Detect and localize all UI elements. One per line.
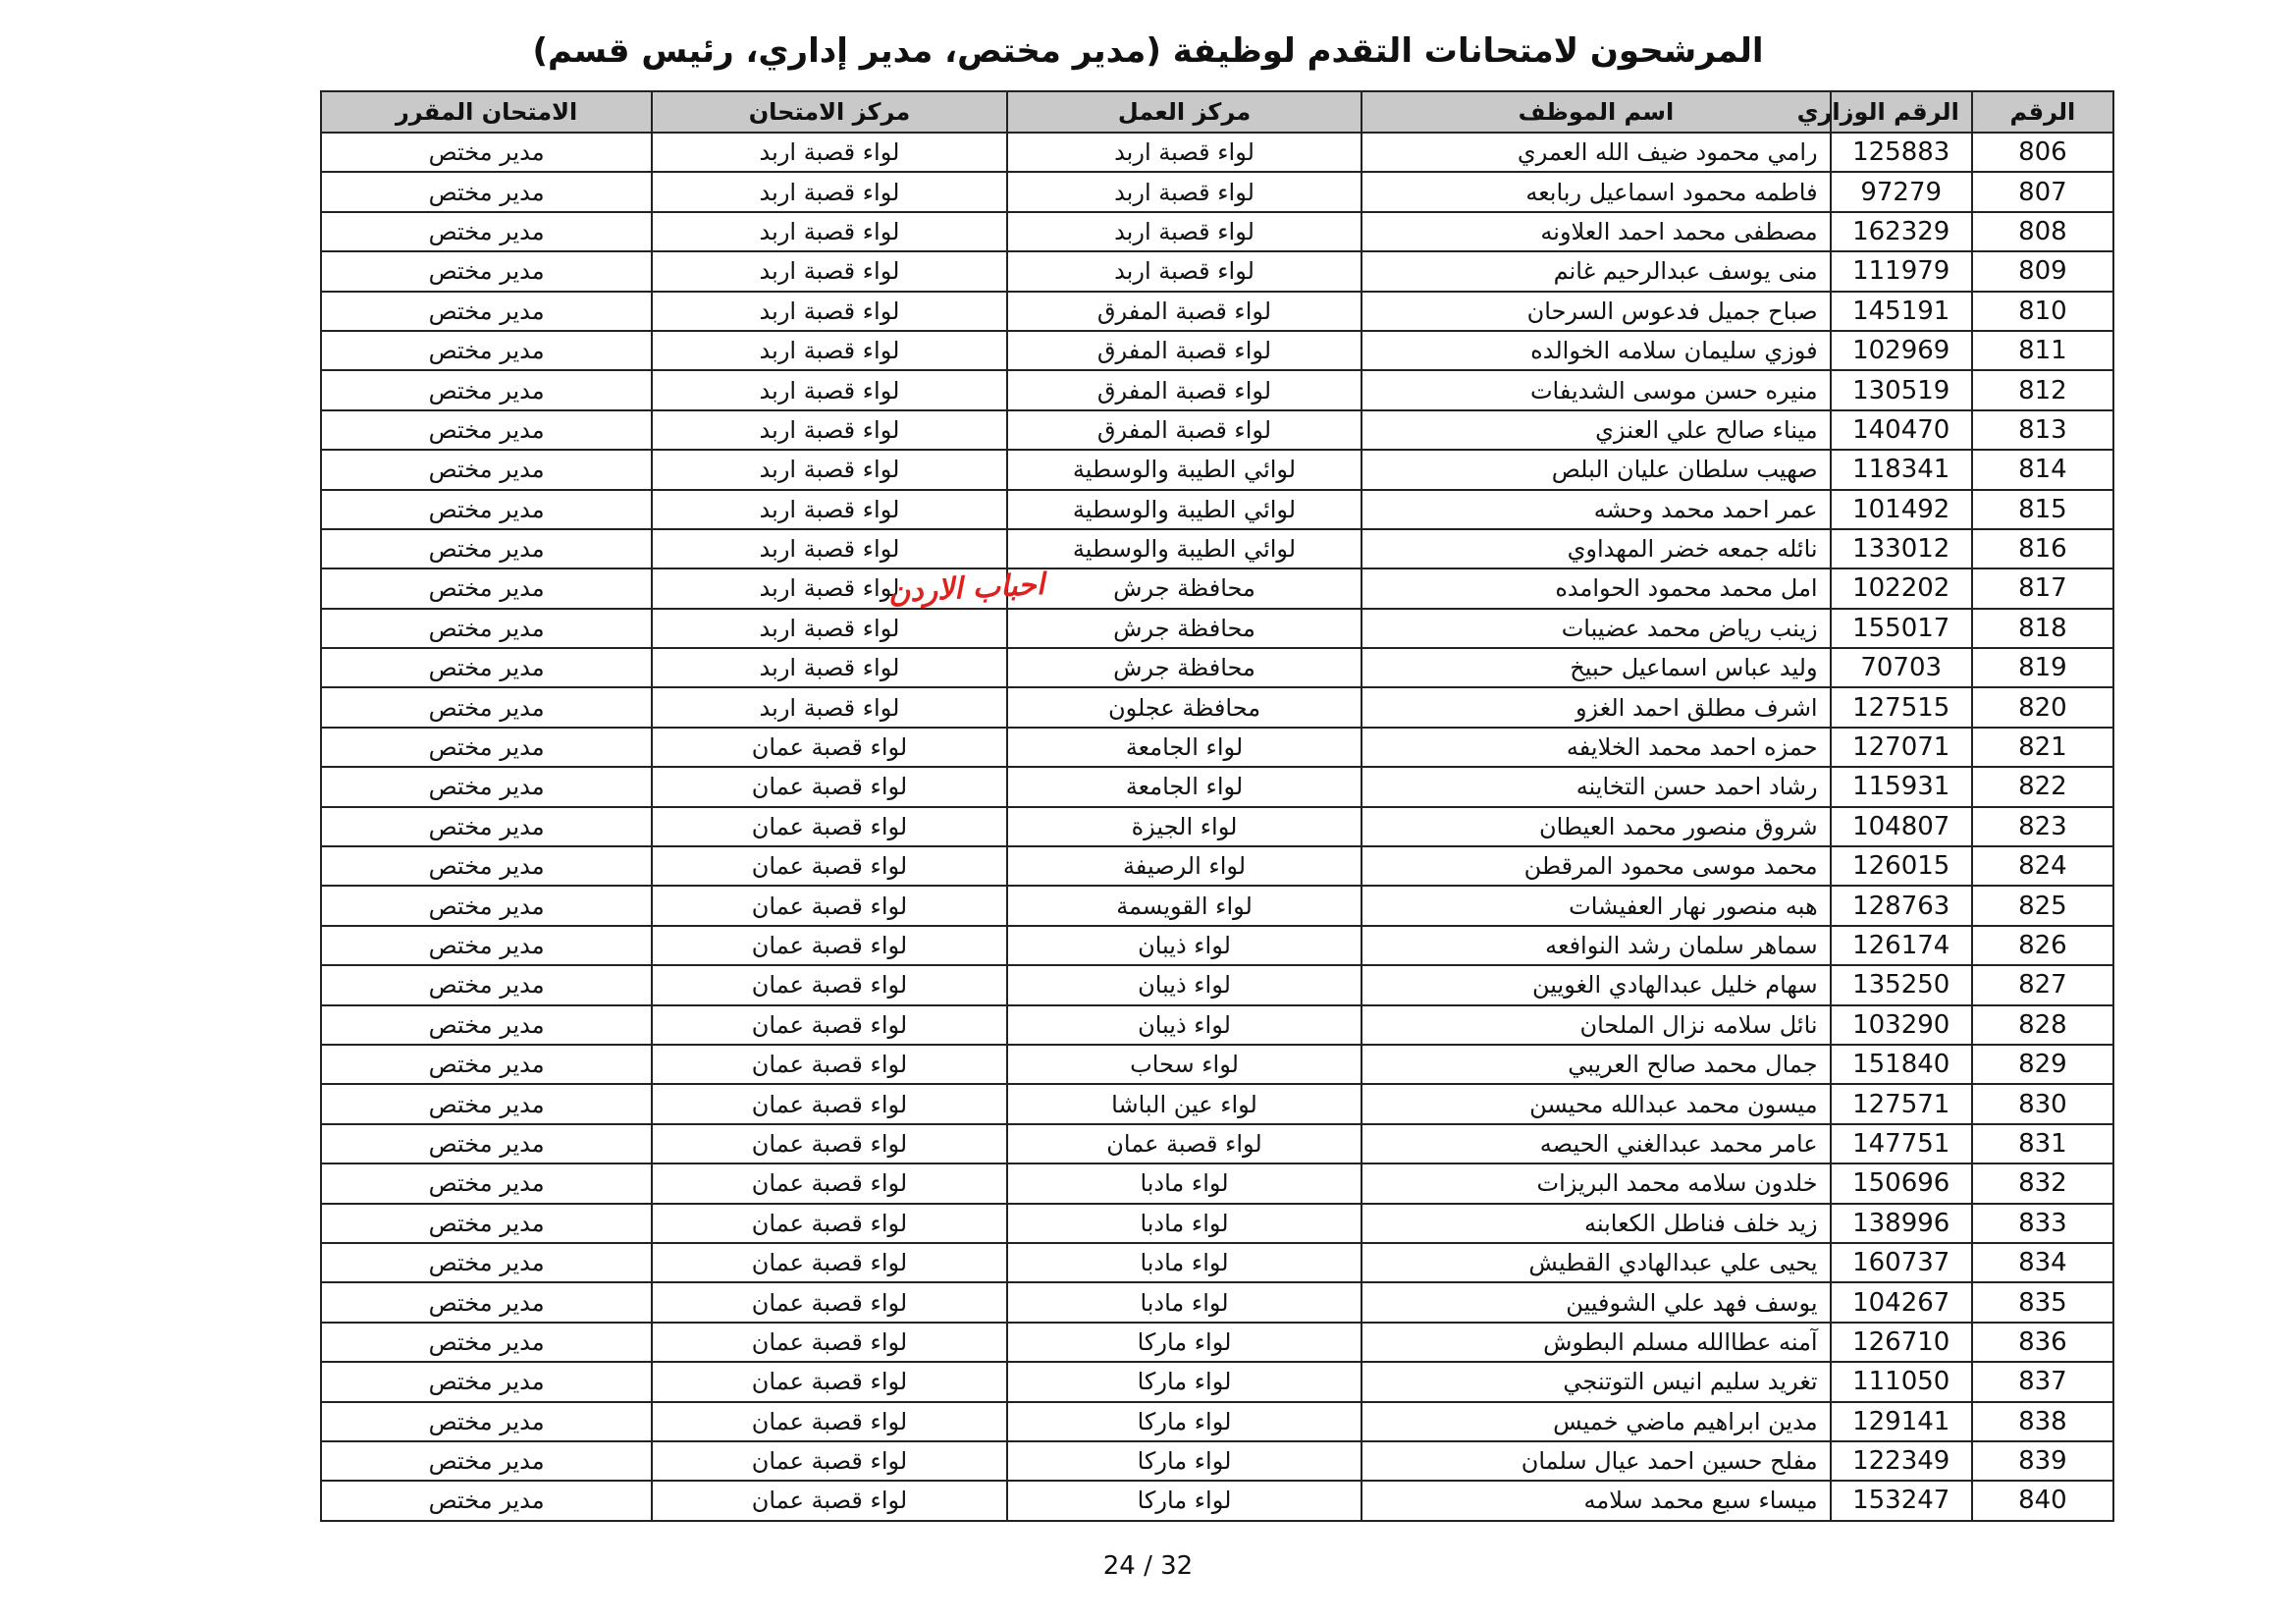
exam-type-cell: مدير مختص xyxy=(321,728,652,767)
row-number-cell: 832 xyxy=(1972,1163,2113,1203)
work-center-cell: لواء قصبة اربد xyxy=(1007,212,1362,251)
work-center-cell: لواء قصبة عمان xyxy=(1007,1124,1362,1163)
exam-type-cell: مدير مختص xyxy=(321,886,652,925)
row-number-cell: 806 xyxy=(1972,133,2113,172)
work-center-cell: لواء عين الباشا xyxy=(1007,1084,1362,1123)
work-center-cell: لواء قصبة المفرق xyxy=(1007,410,1362,450)
exam-type-cell: مدير مختص xyxy=(321,926,652,965)
row-number-cell: 809 xyxy=(1972,251,2113,291)
ministry-id-cell: 103290 xyxy=(1831,1005,1972,1045)
exam-center-cell: لواء قصبة عمان xyxy=(652,1323,1007,1362)
exam-center-cell: لواء قصبة عمان xyxy=(652,1362,1007,1401)
table-row xyxy=(321,807,2113,846)
work-center-cell: لواء مادبا xyxy=(1007,1243,1362,1282)
employee-name-cell: خلدون سلامه محمد البريزات xyxy=(1362,1163,1830,1203)
exam-center-cell: لواء قصبة عمان xyxy=(652,1441,1007,1481)
table-row xyxy=(321,1481,2113,1520)
row-number-cell: 808 xyxy=(1972,212,2113,251)
exam-center-cell: لواء قصبة عمان xyxy=(652,767,1007,806)
exam-type-cell: مدير مختص xyxy=(321,251,652,291)
employee-name-cell: هبه منصور نهار العفيشات xyxy=(1362,886,1830,925)
exam-type-cell: مدير مختص xyxy=(321,1362,652,1401)
ministry-id-cell: 102969 xyxy=(1831,331,1972,370)
row-number-cell: 827 xyxy=(1972,965,2113,1004)
candidates-table xyxy=(320,90,2114,1522)
work-center-cell: لوائي الطيبة والوسطية xyxy=(1007,529,1362,568)
exam-type-cell: مدير مختص xyxy=(321,490,652,529)
table-row xyxy=(321,410,2113,450)
employee-name-cell: سهام خليل عبدالهادي الغويين xyxy=(1362,965,1830,1004)
exam-type-cell: مدير مختص xyxy=(321,846,652,886)
exam-type-cell: مدير مختص xyxy=(321,687,652,727)
ministry-id-cell: 128763 xyxy=(1831,886,1972,925)
row-number-cell: 814 xyxy=(1972,450,2113,489)
work-center-cell: محافظة عجلون xyxy=(1007,687,1362,727)
work-center-cell: لواء الرصيفة xyxy=(1007,846,1362,886)
ministry-id-cell: 115931 xyxy=(1831,767,1972,806)
row-number-cell: 833 xyxy=(1972,1204,2113,1243)
work-center-cell: محافظة جرش xyxy=(1007,648,1362,687)
exam-type-cell: مدير مختص xyxy=(321,965,652,1004)
ministry-id-cell: 104267 xyxy=(1831,1282,1972,1322)
table-row xyxy=(321,172,2113,211)
row-number-cell: 834 xyxy=(1972,1243,2113,1282)
employee-name-cell: صباح جميل فدعوس السرحان xyxy=(1362,292,1830,331)
table-row xyxy=(321,292,2113,331)
ministry-id-cell: 130519 xyxy=(1831,370,1972,409)
work-center-cell: لواء قصبة المفرق xyxy=(1007,331,1362,370)
work-center-cell: لواء سحاب xyxy=(1007,1045,1362,1084)
watermark-text: احباب الاردن xyxy=(887,567,1045,611)
ministry-id-cell: 126174 xyxy=(1831,926,1972,965)
employee-name-cell: شروق منصور محمد العيطان xyxy=(1362,807,1830,846)
employee-name-cell: سماهر سلمان رشد النوافعه xyxy=(1362,926,1830,965)
exam-type-cell: مدير مختص xyxy=(321,1124,652,1163)
table-row xyxy=(321,212,2113,251)
employee-name-cell: مدين ابراهيم ماضي خميس xyxy=(1362,1402,1830,1441)
employee-name-cell: حمزه احمد محمد الخلايفه xyxy=(1362,728,1830,767)
work-center-cell: لواء قصبة اربد xyxy=(1007,133,1362,172)
row-number-cell: 815 xyxy=(1972,490,2113,529)
table-row xyxy=(321,926,2113,965)
exam-center-cell: لواء قصبة اربد xyxy=(652,133,1007,172)
row-number-cell: 824 xyxy=(1972,846,2113,886)
table-header-row xyxy=(321,91,2113,133)
ministry-id-cell: 129141 xyxy=(1831,1402,1972,1441)
exam-type-cell: مدير مختص xyxy=(321,648,652,687)
row-number-cell: 810 xyxy=(1972,292,2113,331)
work-center-cell: لواء ماركا xyxy=(1007,1481,1362,1520)
work-center-cell: لواء قصبة المفرق xyxy=(1007,292,1362,331)
work-center-cell: لواء الجامعة xyxy=(1007,728,1362,767)
table-row xyxy=(321,1204,2113,1243)
ministry-id-cell: 122349 xyxy=(1831,1441,1972,1481)
work-center-cell: لواء ماركا xyxy=(1007,1323,1362,1362)
work-center-cell: لواء مادبا xyxy=(1007,1282,1362,1322)
ministry-id-cell: 153247 xyxy=(1831,1481,1972,1520)
row-number-cell: 818 xyxy=(1972,609,2113,648)
row-number-cell: 822 xyxy=(1972,767,2113,806)
exam-center-cell: لواء قصبة عمان xyxy=(652,926,1007,965)
exam-center-cell: لواء قصبة عمان xyxy=(652,807,1007,846)
employee-name-cell: فاطمه محمود اسماعيل ربابعه xyxy=(1362,172,1830,211)
exam-center-cell: لواء قصبة عمان xyxy=(652,886,1007,925)
table-row xyxy=(321,490,2113,529)
exam-type-cell: مدير مختص xyxy=(321,410,652,450)
exam-type-cell: مدير مختص xyxy=(321,1323,652,1362)
header-exam-type: الامتحان المقرر xyxy=(321,91,652,133)
ministry-id-cell: 126710 xyxy=(1831,1323,1972,1362)
exam-center-cell: لواء قصبة اربد xyxy=(652,687,1007,727)
exam-type-cell: مدير مختص xyxy=(321,1204,652,1243)
work-center-cell: لواء قصبة اربد xyxy=(1007,172,1362,211)
exam-type-cell: مدير مختص xyxy=(321,1084,652,1123)
row-number-cell: 837 xyxy=(1972,1362,2113,1401)
table-row xyxy=(321,1124,2113,1163)
ministry-id-cell: 118341 xyxy=(1831,450,1972,489)
table-row xyxy=(321,767,2113,806)
table-row xyxy=(321,1402,2113,1441)
table-row xyxy=(321,1163,2113,1203)
employee-name-cell: نائل سلامه نزال الملحان xyxy=(1362,1005,1830,1045)
exam-type-cell: مدير مختص xyxy=(321,1481,652,1520)
employee-name-cell: منى يوسف عبدالرحيم غانم xyxy=(1362,251,1830,291)
ministry-id-cell: 151840 xyxy=(1831,1045,1972,1084)
table-row xyxy=(321,728,2113,767)
exam-center-cell: لواء قصبة اربد xyxy=(652,450,1007,489)
row-number-cell: 813 xyxy=(1972,410,2113,450)
exam-type-cell: مدير مختص xyxy=(321,370,652,409)
table-row xyxy=(321,370,2113,409)
exam-center-cell: لواء قصبة عمان xyxy=(652,728,1007,767)
employee-name-cell: محمد موسى محمود المرقطن xyxy=(1362,846,1830,886)
row-number-cell: 811 xyxy=(1972,331,2113,370)
row-number-cell: 825 xyxy=(1972,886,2113,925)
exam-center-cell: لواء قصبة عمان xyxy=(652,1163,1007,1203)
exam-type-cell: مدير مختص xyxy=(321,1441,652,1481)
row-number-cell: 826 xyxy=(1972,926,2113,965)
exam-center-cell: لواء قصبة اربد xyxy=(652,212,1007,251)
ministry-id-cell: 125883 xyxy=(1831,133,1972,172)
ministry-id-cell: 70703 xyxy=(1831,648,1972,687)
ministry-id-cell: 97279 xyxy=(1831,172,1972,211)
exam-center-cell: لواء قصبة اربد xyxy=(652,251,1007,291)
table-row xyxy=(321,1323,2113,1362)
work-center-cell: لواء ماركا xyxy=(1007,1362,1362,1401)
ministry-id-cell: 135250 xyxy=(1831,965,1972,1004)
exam-center-cell: لواء قصبة عمان xyxy=(652,1402,1007,1441)
row-number-cell: 817 xyxy=(1972,568,2113,608)
work-center-cell: لواء القويسمة xyxy=(1007,886,1362,925)
candidates-table-container xyxy=(320,90,2114,1522)
row-number-cell: 836 xyxy=(1972,1323,2113,1362)
row-number-cell: 821 xyxy=(1972,728,2113,767)
table-row xyxy=(321,1084,2113,1123)
exam-type-cell: مدير مختص xyxy=(321,292,652,331)
row-number-cell: 807 xyxy=(1972,172,2113,211)
table-row xyxy=(321,1005,2113,1045)
employee-name-cell: مصطفى محمد احمد العلاونه xyxy=(1362,212,1830,251)
work-center-cell: لواء ماركا xyxy=(1007,1402,1362,1441)
exam-type-cell: مدير مختص xyxy=(321,529,652,568)
work-center-cell: لواء قصبة المفرق xyxy=(1007,370,1362,409)
table-row xyxy=(321,1441,2113,1481)
work-center-cell: محافظة جرش xyxy=(1007,609,1362,648)
row-number-cell: 838 xyxy=(1972,1402,2113,1441)
work-center-cell: لواء ذيبان xyxy=(1007,965,1362,1004)
exam-center-cell: لواء قصبة عمان xyxy=(652,1124,1007,1163)
header-exam-center: مركز الامتحان xyxy=(652,91,1007,133)
employee-name-cell: منيره حسن موسى الشديفات xyxy=(1362,370,1830,409)
ministry-id-cell: 160737 xyxy=(1831,1243,1972,1282)
employee-name-cell: رامي محمود ضيف الله العمري xyxy=(1362,133,1830,172)
exam-center-cell: لواء قصبة عمان xyxy=(652,965,1007,1004)
ministry-id-cell: 111050 xyxy=(1831,1362,1972,1401)
exam-center-cell: لواء قصبة اربد xyxy=(652,410,1007,450)
row-number-cell: 840 xyxy=(1972,1481,2113,1520)
table-row xyxy=(321,609,2113,648)
table-row xyxy=(321,450,2113,489)
ministry-id-cell: 140470 xyxy=(1831,410,1972,450)
exam-center-cell: لواء قصبة اربد xyxy=(652,609,1007,648)
exam-center-cell: لواء قصبة اربد xyxy=(652,292,1007,331)
row-number-cell: 835 xyxy=(1972,1282,2113,1322)
employee-name-cell: آمنه عطاالله مسلم البطوش xyxy=(1362,1323,1830,1362)
table-row xyxy=(321,1282,2113,1322)
ministry-id-cell: 101492 xyxy=(1831,490,1972,529)
row-number-cell: 839 xyxy=(1972,1441,2113,1481)
exam-center-cell: لواء قصبة عمان xyxy=(652,846,1007,886)
exam-center-cell: لواء قصبة عمان xyxy=(652,1243,1007,1282)
row-number-cell: 819 xyxy=(1972,648,2113,687)
exam-center-cell: لواء قصبة عمان xyxy=(652,1084,1007,1123)
row-number-cell: 829 xyxy=(1972,1045,2113,1084)
work-center-cell: لواء ذيبان xyxy=(1007,926,1362,965)
ministry-id-cell: 150696 xyxy=(1831,1163,1972,1203)
exam-type-cell: مدير مختص xyxy=(321,1045,652,1084)
ministry-id-cell: 145191 xyxy=(1831,292,1972,331)
ministry-id-cell: 126015 xyxy=(1831,846,1972,886)
table-row xyxy=(321,133,2113,172)
exam-type-cell: مدير مختص xyxy=(321,450,652,489)
table-row xyxy=(321,251,2113,291)
employee-name-cell: ميناء صالح علي العنزي xyxy=(1362,410,1830,450)
exam-type-cell: مدير مختص xyxy=(321,1163,652,1203)
table-row xyxy=(321,529,2113,568)
exam-center-cell: لواء قصبة عمان xyxy=(652,1045,1007,1084)
exam-center-cell: لواء قصبة اربد xyxy=(652,568,1007,608)
work-center-cell: لواء الجامعة xyxy=(1007,767,1362,806)
work-center-cell: لواء ماركا xyxy=(1007,1441,1362,1481)
work-center-cell: لواء مادبا xyxy=(1007,1163,1362,1203)
table-row xyxy=(321,886,2113,925)
exam-type-cell: مدير مختص xyxy=(321,212,652,251)
row-number-cell: 828 xyxy=(1972,1005,2113,1045)
row-number-cell: 831 xyxy=(1972,1124,2113,1163)
exam-type-cell: مدير مختص xyxy=(321,1005,652,1045)
ministry-id-cell: 127071 xyxy=(1831,728,1972,767)
exam-type-cell: مدير مختص xyxy=(321,767,652,806)
exam-center-cell: لواء قصبة اربد xyxy=(652,529,1007,568)
header-num: الرقم xyxy=(1972,91,2113,133)
ministry-id-cell: 104807 xyxy=(1831,807,1972,846)
work-center-cell: لواء الجيزة xyxy=(1007,807,1362,846)
table-row xyxy=(321,1243,2113,1282)
employee-name-cell: جمال محمد صالح العريبي xyxy=(1362,1045,1830,1084)
employee-name-cell: يوسف فهد علي الشوفيين xyxy=(1362,1282,1830,1322)
work-center-cell: محافظة جرش xyxy=(1007,568,1362,608)
employee-name-cell: ميساء سبع محمد سلامه xyxy=(1362,1481,1830,1520)
work-center-cell: لوائي الطيبة والوسطية xyxy=(1007,450,1362,489)
employee-name-cell: وليد عباس اسماعيل حبيخ xyxy=(1362,648,1830,687)
ministry-id-cell: 155017 xyxy=(1831,609,1972,648)
exam-center-cell: لواء قصبة اربد xyxy=(652,331,1007,370)
row-number-cell: 812 xyxy=(1972,370,2113,409)
employee-name-cell: زيد خلف فناطل الكعابنه xyxy=(1362,1204,1830,1243)
exam-type-cell: مدير مختص xyxy=(321,1282,652,1322)
employee-name-cell: صهيب سلطان عليان البلص xyxy=(1362,450,1830,489)
work-center-cell: لوائي الطيبة والوسطية xyxy=(1007,490,1362,529)
row-number-cell: 820 xyxy=(1972,687,2113,727)
exam-type-cell: مدير مختص xyxy=(321,331,652,370)
exam-center-cell: لواء قصبة اربد xyxy=(652,172,1007,211)
employee-name-cell: عمر احمد محمد وحشه xyxy=(1362,490,1830,529)
page-title: المرشحون لامتحانات التقدم لوظيفة (مدير مختص، مدير إداري، رئيس قسم) xyxy=(532,31,1764,71)
ministry-id-cell: 147751 xyxy=(1831,1124,1972,1163)
ministry-id-cell: 133012 xyxy=(1831,529,1972,568)
table-row xyxy=(321,846,2113,886)
exam-type-cell: مدير مختص xyxy=(321,807,652,846)
exam-center-cell: لواء قصبة اربد xyxy=(652,648,1007,687)
employee-name-cell: رشاد احمد حسن التخاينه xyxy=(1362,767,1830,806)
employee-name-cell: امل محمد محمود الحوامده xyxy=(1362,568,1830,608)
row-number-cell: 830 xyxy=(1972,1084,2113,1123)
employee-name-cell: تغريد سليم انيس التوتنجي xyxy=(1362,1362,1830,1401)
exam-type-cell: مدير مختص xyxy=(321,133,652,172)
table-row xyxy=(321,568,2113,608)
header-employee-name: اسم الموظف xyxy=(1362,91,1830,133)
exam-center-cell: لواء قصبة عمان xyxy=(652,1005,1007,1045)
ministry-id-cell: 102202 xyxy=(1831,568,1972,608)
header-work-center: مركز العمل xyxy=(1007,91,1362,133)
employee-name-cell: عامر محمد عبدالغني الحيصه xyxy=(1362,1124,1830,1163)
exam-center-cell: لواء قصبة عمان xyxy=(652,1204,1007,1243)
employee-name-cell: نائله جمعه خضر المهداوي xyxy=(1362,529,1830,568)
exam-center-cell: لواء قصبة عمان xyxy=(652,1481,1007,1520)
work-center-cell: لواء ذيبان xyxy=(1007,1005,1362,1045)
table-row xyxy=(321,965,2113,1004)
row-number-cell: 816 xyxy=(1972,529,2113,568)
table-row xyxy=(321,1362,2113,1401)
exam-type-cell: مدير مختص xyxy=(321,609,652,648)
ministry-id-cell: 111979 xyxy=(1831,251,1972,291)
row-number-cell: 823 xyxy=(1972,807,2113,846)
ministry-id-cell: 138996 xyxy=(1831,1204,1972,1243)
exam-type-cell: مدير مختص xyxy=(321,568,652,608)
table-body xyxy=(321,133,2113,1521)
employee-name-cell: زينب رياض محمد عضيبات xyxy=(1362,609,1830,648)
work-center-cell: لواء قصبة اربد xyxy=(1007,251,1362,291)
exam-center-cell: لواء قصبة عمان xyxy=(652,1282,1007,1322)
work-center-cell: لواء مادبا xyxy=(1007,1204,1362,1243)
employee-name-cell: اشرف مطلق احمد الغزو xyxy=(1362,687,1830,727)
exam-type-cell: مدير مختص xyxy=(321,1402,652,1441)
exam-type-cell: مدير مختص xyxy=(321,1243,652,1282)
table-row xyxy=(321,1045,2113,1084)
table-row xyxy=(321,331,2113,370)
table-row xyxy=(321,648,2113,687)
employee-name-cell: يحيى علي عبدالهادي القطيش xyxy=(1362,1243,1830,1282)
ministry-id-cell: 127571 xyxy=(1831,1084,1972,1123)
employee-name-cell: ميسون محمد عبدالله محيسن xyxy=(1362,1084,1830,1123)
page-number: 24 / 32 xyxy=(1102,1551,1194,1581)
table-row xyxy=(321,687,2113,727)
exam-type-cell: مدير مختص xyxy=(321,172,652,211)
ministry-id-cell: 162329 xyxy=(1831,212,1972,251)
header-ministry-id: الرقم الوزاري xyxy=(1831,91,1972,133)
ministry-id-cell: 127515 xyxy=(1831,687,1972,727)
exam-center-cell: لواء قصبة اربد xyxy=(652,370,1007,409)
employee-name-cell: فوزي سليمان سلامه الخوالده xyxy=(1362,331,1830,370)
employee-name-cell: مفلح حسين احمد عيال سلمان xyxy=(1362,1441,1830,1481)
exam-center-cell: لواء قصبة اربد xyxy=(652,490,1007,529)
